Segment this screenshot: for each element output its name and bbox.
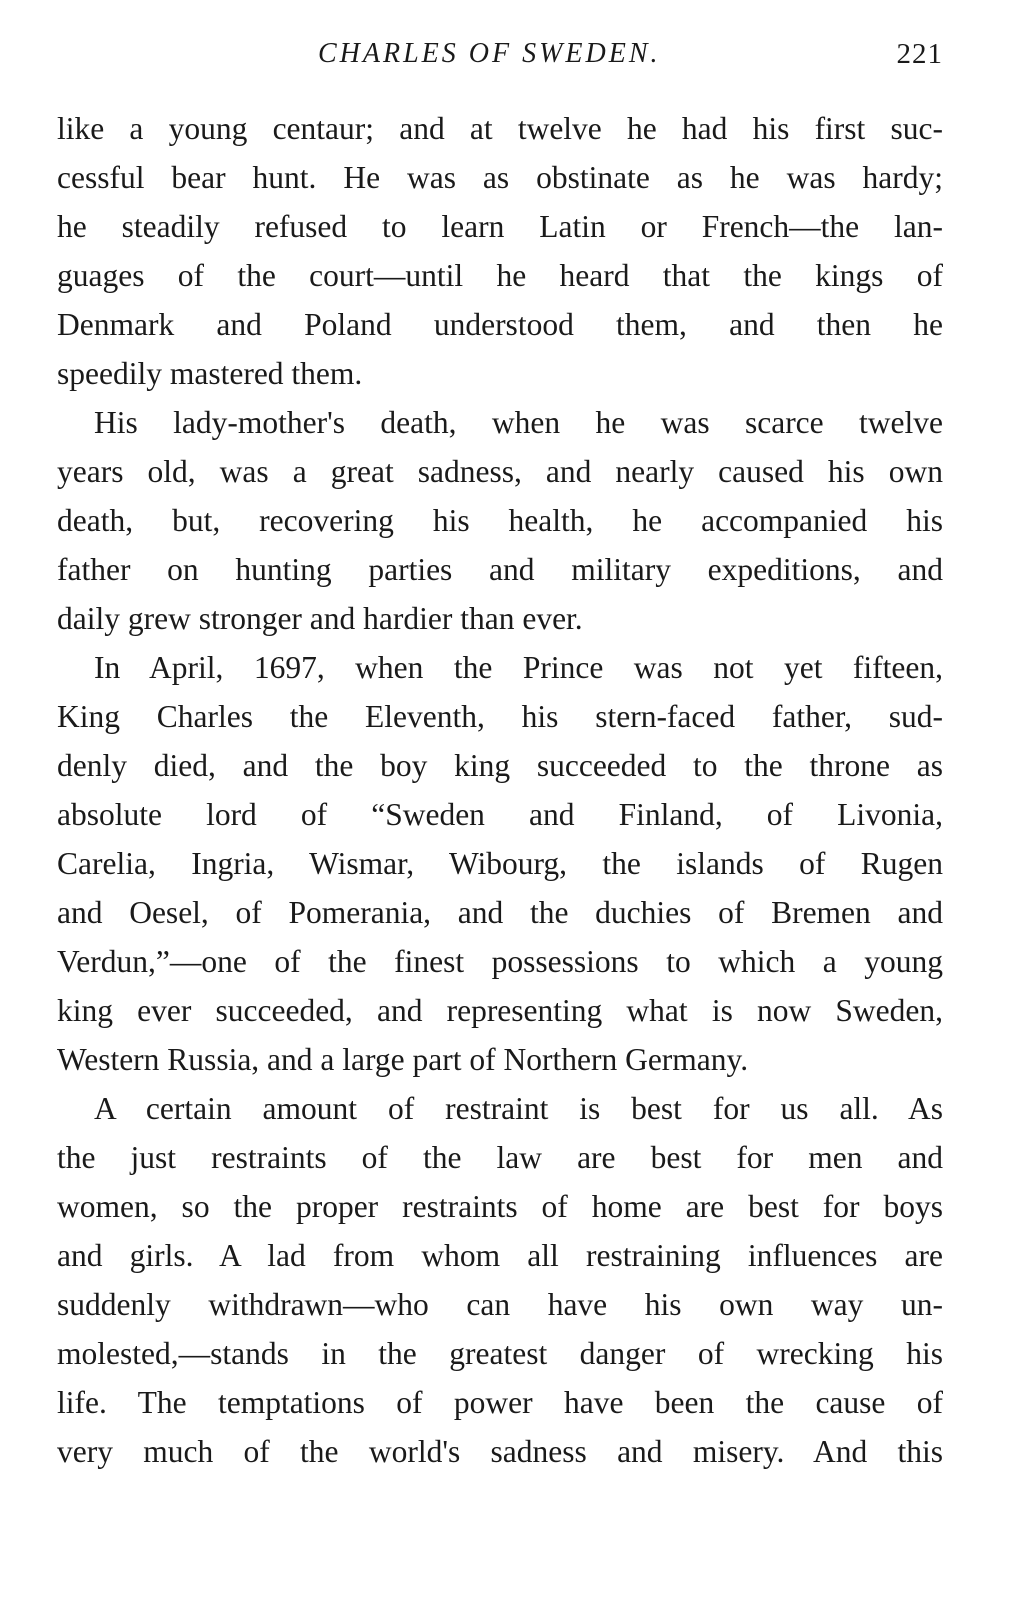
text-line: King Charles the Eleventh, his stern-faced father, sud- (57, 699, 943, 734)
text-line: years old, was a great sadness, and nearly caused his own (57, 454, 943, 489)
text-line: women, so the proper restraints of home are best for boys (57, 1189, 943, 1224)
text-line: denly died, and the boy king succeeded to the throne as (57, 748, 943, 783)
text-line: speedily mastered them. (57, 356, 363, 391)
text-line: daily grew stronger and hardier than ever. (57, 601, 583, 636)
text-line: like a young centaur; and at twelve he had his first suc- (57, 111, 943, 146)
text-line: the just restraints of the law are best for men and (57, 1140, 943, 1175)
text-line: molested,—stands in the greatest danger of wrecking his (57, 1336, 943, 1371)
text-line: absolute lord of “Sweden and Finland, of Livonia, (57, 797, 943, 832)
text-line: Denmark and Poland understood them, and then he (57, 307, 943, 342)
text-line: His lady-mother's death, when he was scarce twelve (94, 405, 943, 440)
page-number: 221 (896, 38, 943, 70)
body-text (57, 104, 943, 1476)
text-line: Verdun,”—one of the finest possessions to which a young (57, 944, 943, 979)
text-line: cessful bear hunt. He was as obstinate as he was hardy; (57, 160, 943, 195)
text-line: very much of the world's sadness and misery. And this (57, 1434, 943, 1469)
text-line: death, but, recovering his health, he accompanied his (57, 503, 943, 538)
text-line: Western Russia, and a large part of Northern Germany. (57, 1042, 749, 1077)
text-line: suddenly withdrawn—who can have his own way un- (57, 1287, 943, 1322)
text-line: he steadily refused to learn Latin or French—the lan- (57, 209, 943, 244)
text-line: life. The temptations of power have been the cause of (57, 1385, 943, 1420)
text-line: A certain amount of restraint is best for us all. As (94, 1091, 943, 1126)
text-line: In April, 1697, when the Prince was not yet fifteen, (94, 650, 943, 685)
text-line: and Oesel, of Pomerania, and the duchies of Bremen and (57, 895, 943, 930)
running-title: CHARLES OF SWEDEN. (318, 38, 661, 69)
text-line: father on hunting parties and military expeditions, and (57, 552, 943, 587)
text-line: guages of the court—until he heard that the kings of (57, 258, 943, 293)
running-head (0, 34, 1016, 74)
text-line: king ever succeeded, and representing what is now Sweden, (57, 993, 943, 1028)
text-line: and girls. A lad from whom all restraining influences are (57, 1238, 943, 1273)
text-line: Carelia, Ingria, Wismar, Wibourg, the islands of Rugen (57, 846, 943, 881)
